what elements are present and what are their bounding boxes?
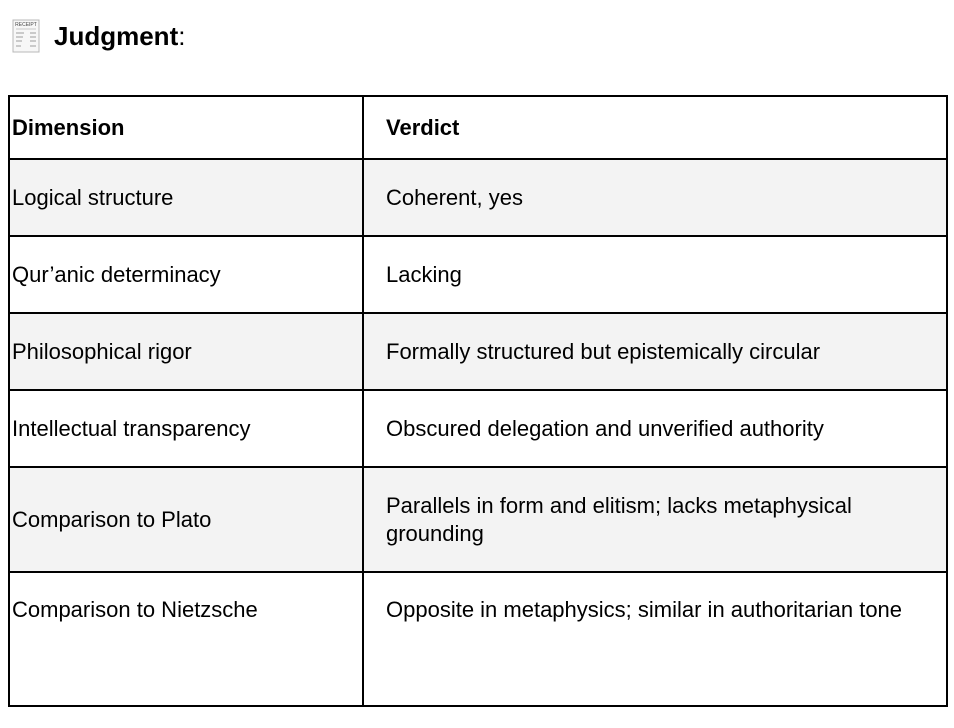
dimension-cell: Qur’anic determinacy	[9, 236, 363, 313]
verdict-cell: Lacking	[363, 236, 947, 313]
table-row	[9, 313, 947, 390]
svg-text:RECEIPT: RECEIPT	[15, 22, 37, 28]
page-title	[54, 16, 185, 56]
dimension-cell: Philosophical rigor	[9, 313, 363, 390]
verdict-cell	[363, 572, 947, 706]
table-row	[9, 572, 947, 706]
dimension-cell	[9, 572, 363, 706]
section-heading	[12, 16, 185, 56]
verdict-text: Opposite in metaphysics; similar in authoritarian tone	[386, 597, 903, 622]
table-row	[9, 467, 947, 572]
verdict-cell: Formally structured but epistemically circular	[363, 313, 947, 390]
dimension-cell: Intellectual transparency	[9, 390, 363, 467]
receipt-icon	[12, 19, 40, 53]
heading-colon: :	[178, 21, 186, 51]
column-header-dimension: Dimension	[9, 96, 363, 159]
table-row	[9, 159, 947, 236]
verdict-cell: Parallels in form and elitism; lacks metaphysical grounding	[363, 467, 947, 572]
table-row	[9, 390, 947, 467]
table-header-row	[9, 96, 947, 159]
dimension-cell: Logical structure	[9, 159, 363, 236]
dimension-cell: Comparison to Plato	[9, 467, 363, 572]
verdict-cell: Obscured delegation and unverified authority	[363, 390, 947, 467]
verdict-cell: Coherent, yes	[363, 159, 947, 236]
dimension-text: Comparison to Nietzsche	[12, 597, 258, 622]
column-header-verdict: Verdict	[363, 96, 947, 159]
judgment-table	[8, 95, 948, 707]
heading-title: Judgment	[54, 21, 179, 51]
table-row	[9, 236, 947, 313]
